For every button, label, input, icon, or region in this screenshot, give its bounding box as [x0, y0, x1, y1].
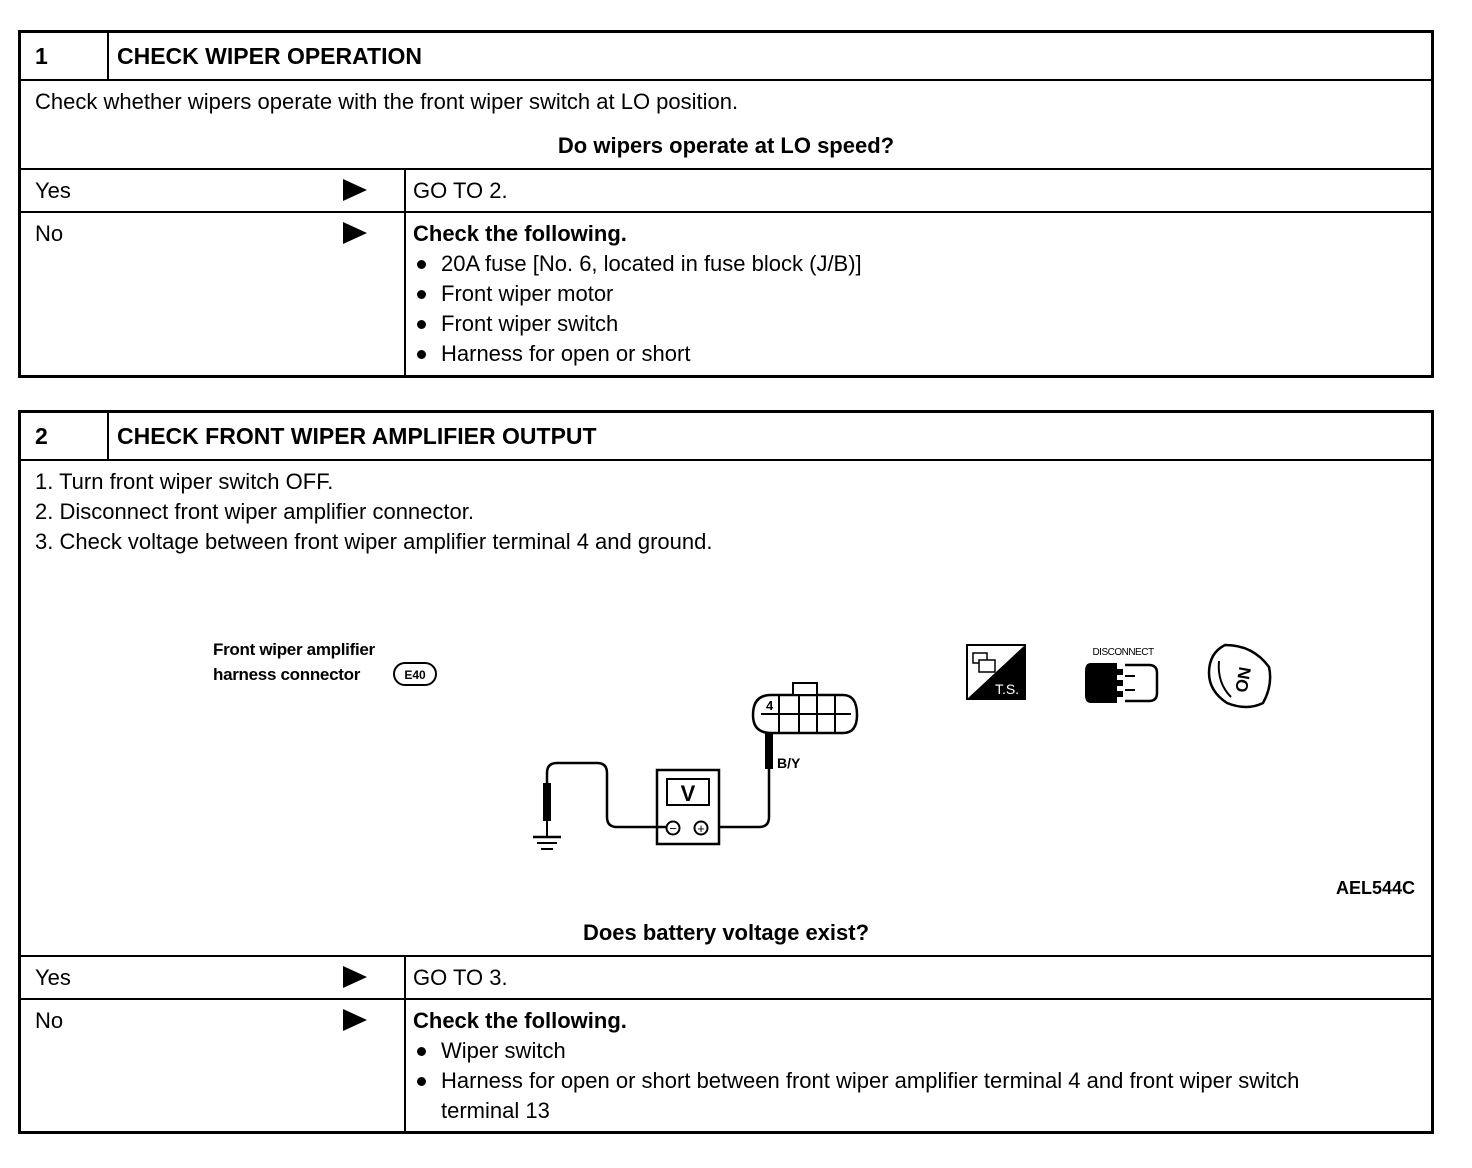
step-1-yes-label: Yes: [35, 178, 71, 203]
negative-lead: [547, 763, 667, 827]
step-2-title: CHECK FRONT WIPER AMPLIFIER OUTPUT: [117, 423, 597, 449]
step-1-no-result: [413, 219, 862, 369]
negative-probe: [543, 783, 551, 821]
voltmeter-icon: [657, 770, 719, 844]
step-1-yes-row: [21, 168, 1431, 212]
wire-color-label: B/Y: [777, 755, 801, 771]
arrow-right-icon: [343, 1009, 367, 1031]
arrow-right-icon: [343, 222, 367, 244]
minus-symbol: −: [669, 821, 677, 836]
column-divider: [404, 957, 406, 999]
connector-label-line-2: harness connector: [213, 665, 361, 684]
ts-label: T.S.: [994, 681, 1020, 697]
step-2-no-label: No: [35, 1008, 64, 1033]
list-item: Harness for open or short: [413, 339, 862, 369]
ts-icon: [967, 645, 1025, 699]
step-2-no-row: [21, 998, 1431, 1131]
step-2-yes-result: GO TO 3.: [413, 965, 508, 990]
step-1-no-label: No: [35, 221, 64, 246]
terminal-number: 4: [766, 698, 774, 713]
step-1-no-row: [21, 211, 1431, 375]
disconnect-icon: [1085, 647, 1157, 703]
positive-probe: [765, 733, 773, 769]
meter-label: V: [680, 781, 696, 806]
ignition-on-icon: [1209, 645, 1270, 707]
list-item: Harness for open or short between front wiper amplifier terminal 4 and front wiper switch terminal 13: [413, 1066, 1373, 1126]
disconnect-label: DISCONNECT: [1092, 647, 1154, 658]
ignition-label: ON: [1231, 665, 1256, 694]
step-1-number: 1: [21, 33, 109, 79]
step-2-instruction-3: 3. Check voltage between front wiper amplifier terminal 4 and ground.: [35, 529, 713, 554]
arrow-right-icon: [343, 179, 367, 201]
connector-id-text: E40: [404, 668, 426, 682]
step-2-no-result: [413, 1006, 1373, 1126]
step-1-no-heading: Check the following.: [413, 221, 627, 246]
step-1-title: CHECK WIPER OPERATION: [117, 43, 422, 69]
step-1-header: [21, 33, 1431, 81]
column-divider: [404, 1000, 406, 1131]
list-item: 20A fuse [No. 6, located in fuse block (J/B)]: [413, 249, 862, 279]
list-item: Wiper switch: [413, 1036, 1373, 1066]
step-1-question: Do wipers operate at LO speed?: [557, 133, 895, 158]
ground-icon: [533, 821, 561, 849]
list-item: Front wiper motor: [413, 279, 862, 309]
step-2-block: [18, 410, 1434, 1134]
step-2-yes-label: Yes: [35, 965, 71, 990]
step-1-block: [18, 30, 1434, 378]
column-divider: [404, 213, 406, 375]
step-2-instruction-1: 1. Turn front wiper switch OFF.: [35, 469, 334, 494]
harness-connector: [753, 683, 857, 733]
list-item: Front wiper switch: [413, 309, 862, 339]
step-2-instruction-2: 2. Disconnect front wiper amplifier connector.: [35, 499, 474, 524]
connector-label-line-1: Front wiper amplifier: [213, 640, 375, 659]
figure-code: AEL544C: [1335, 878, 1415, 898]
step-2-no-heading: Check the following.: [413, 1008, 627, 1033]
step-2-yes-row: [21, 955, 1431, 999]
step-2-number: 2: [21, 413, 109, 459]
step-2-question: Does battery voltage exist?: [582, 920, 870, 945]
plus-symbol: +: [697, 821, 705, 836]
column-divider: [404, 170, 406, 212]
step-1-yes-result: GO TO 2.: [413, 178, 508, 203]
step-1-instruction: Check whether wipers operate with the front wiper switch at LO position.: [35, 89, 739, 114]
arrow-right-icon: [343, 966, 367, 988]
